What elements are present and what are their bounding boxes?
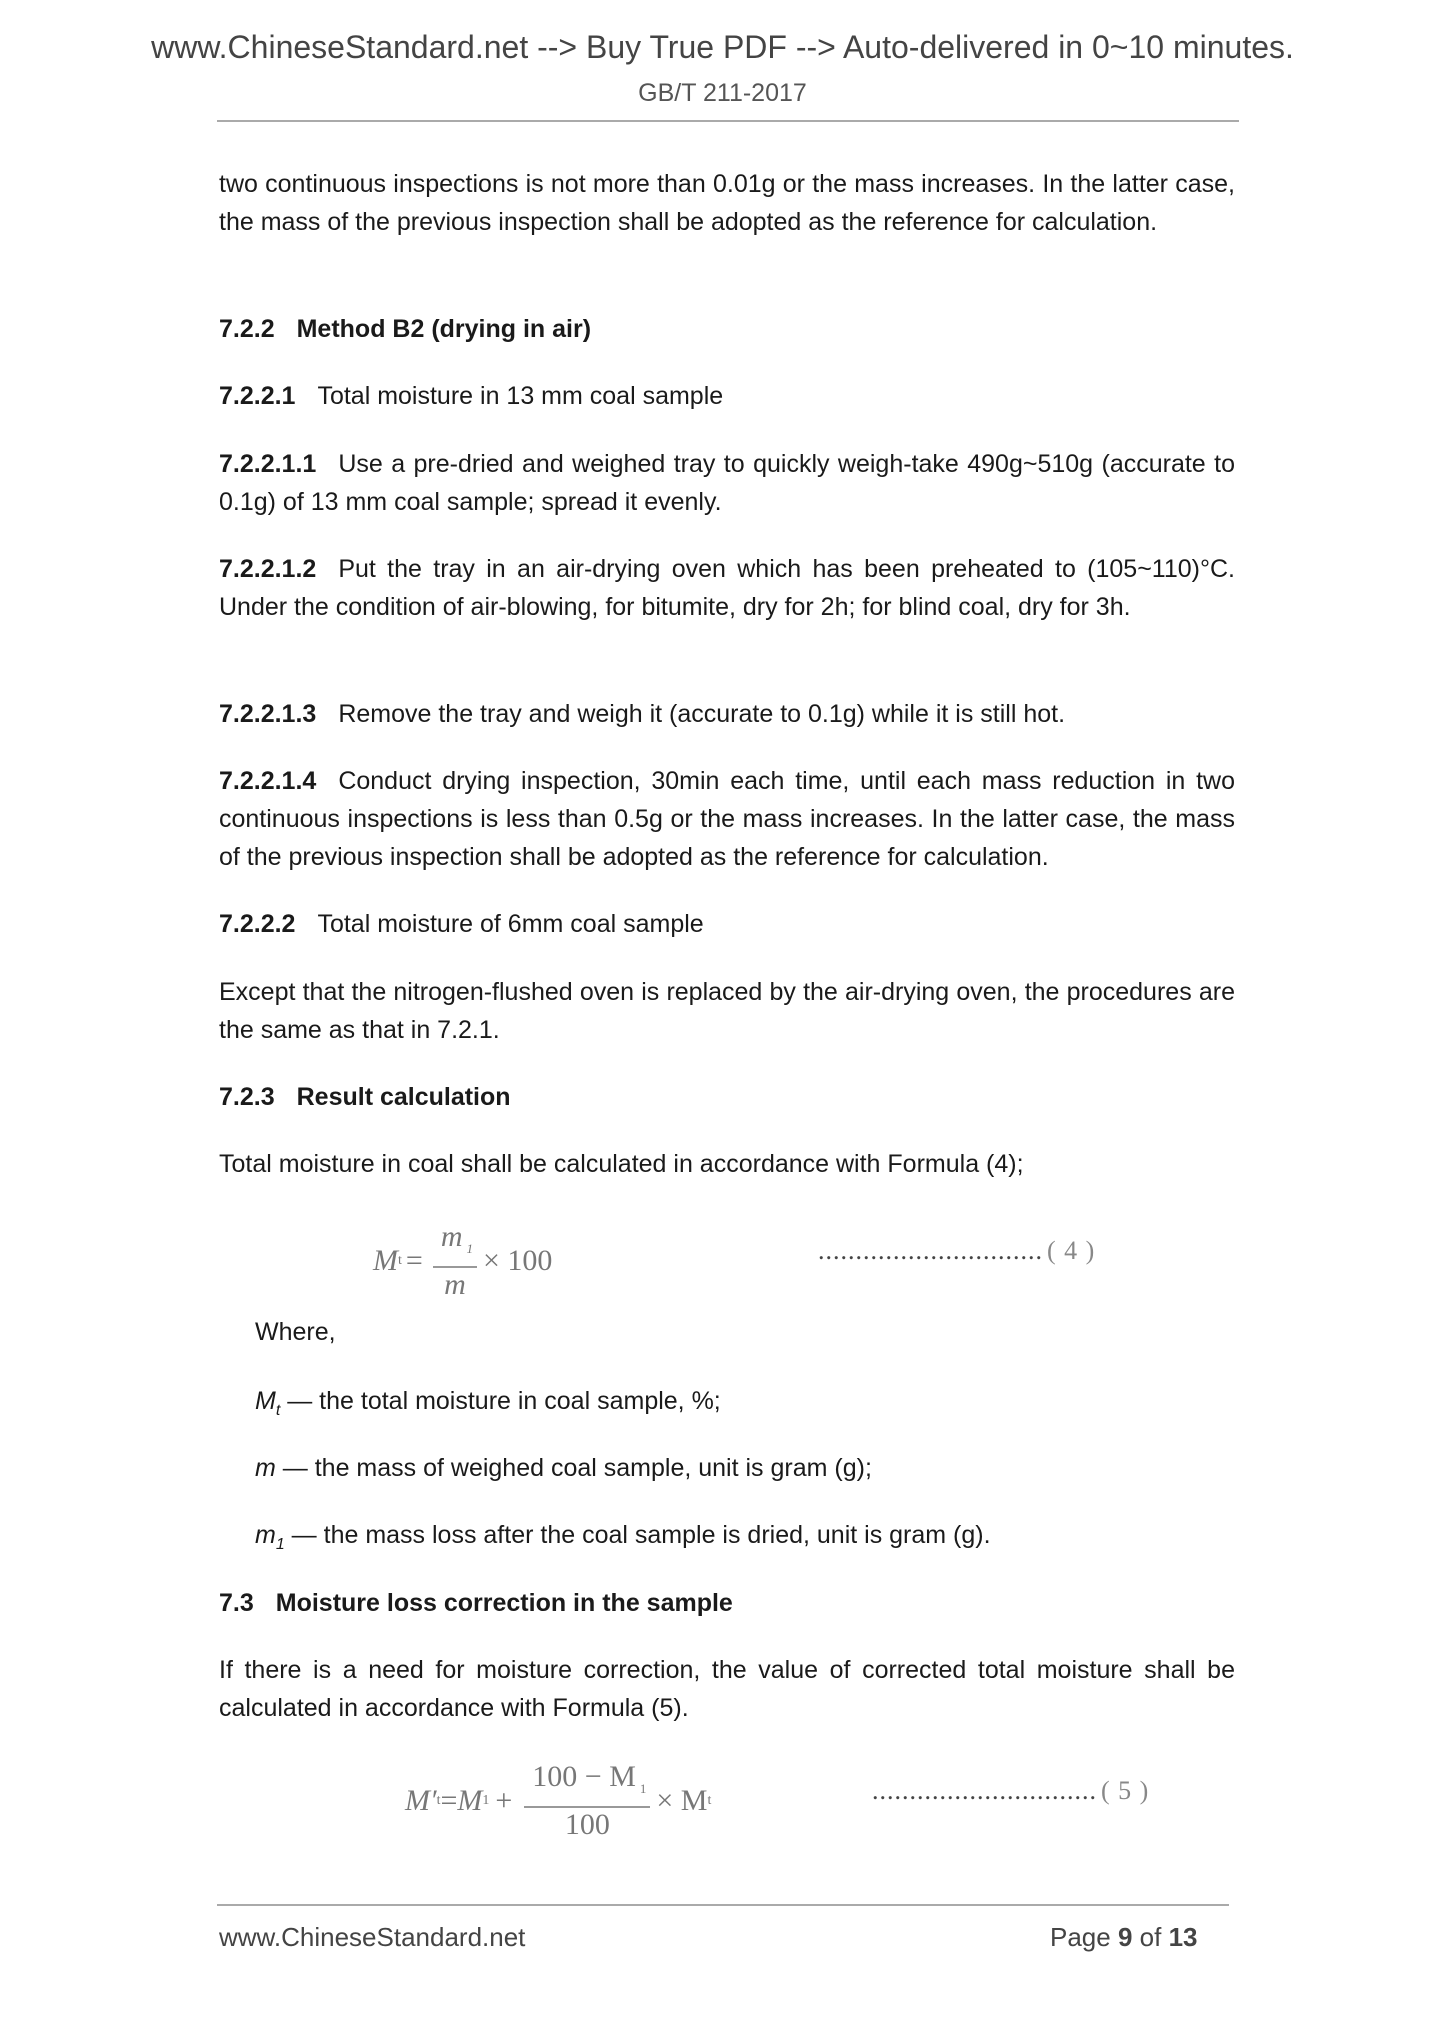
section-title: Total moisture of 6mm coal sample	[317, 910, 704, 938]
section-number: 7.2.2.1.1	[219, 450, 317, 478]
clause-text: Use a pre-dried and weighed tray to quickly weigh-take 490g~510g (accurate to 0.1g) of 13 mm coal sample; spread it evenly.	[219, 450, 1235, 516]
section-heading-7-2-2-1	[219, 377, 1235, 415]
formula-number: ( 4 )	[1047, 1236, 1096, 1265]
section-number: 7.2.2.1.4	[219, 767, 317, 795]
definition-m	[255, 1449, 1235, 1487]
formula-symbol: M	[457, 1784, 483, 1817]
header-banner: www.ChineseStandard.net --> Buy True PDF --> Auto-delivered in 0~10 minutes.	[151, 29, 1294, 65]
clause-7-2-2-1-4	[219, 762, 1235, 876]
paragraph: Total moisture in coal shall be calculated in accordance with Formula (4);	[219, 1150, 1024, 1178]
section-number: 7.2.3	[219, 1083, 275, 1111]
section-number: 7.2.2	[219, 315, 275, 343]
definition-m1	[255, 1516, 1235, 1564]
clause-7-2-2-1-1	[219, 445, 1235, 521]
section-title: Method B2 (drying in air)	[296, 315, 592, 343]
clause-7-2-2-1-2	[219, 550, 1235, 626]
where-label: Where,	[255, 1318, 336, 1346]
subscript: t	[275, 1402, 281, 1419]
definition-text: — the mass loss after the coal sample is dried, unit is gram (g).	[284, 1521, 991, 1549]
paragraph: two continuous inspections is not more than 0.01g or the mass increases. In the latter case, the mass of the previous inspection shall be adopted as the reference for calculation.	[219, 170, 1235, 236]
formula-operator: +	[495, 1784, 513, 1817]
section-number: 7.2.2.1.3	[219, 700, 317, 728]
subscript: 1	[275, 1536, 285, 1553]
definition-mt	[255, 1382, 1235, 1430]
formula-symbol: M	[373, 1244, 398, 1277]
clause-text: Put the tray in an air-drying oven which has been preheated to (105~110)°C. Under the condition of air-blowing, for bitumite, dry for 2h; for blind coal, dry for 3h.	[219, 555, 1235, 621]
formula-subscript: t	[707, 1793, 712, 1808]
current-page: 9	[1117, 1922, 1133, 1952]
footer-site-link[interactable]: www.ChineseStandard.net	[219, 1922, 526, 1952]
formula-subscript: t	[398, 1253, 402, 1268]
of-word: of	[1139, 1922, 1162, 1952]
page-indicator	[1050, 1922, 1198, 1953]
section-number: 7.3	[219, 1589, 254, 1617]
symbol: M	[255, 1387, 276, 1415]
section-title: Result calculation	[296, 1083, 511, 1111]
clause-7-2-2-1-3	[219, 695, 1235, 733]
formula-subscript: t	[436, 1793, 441, 1808]
symbol: m	[255, 1521, 276, 1549]
formula-4	[373, 1220, 552, 1302]
footer-divider	[217, 1904, 1229, 1906]
formula-operator: =	[440, 1784, 458, 1817]
paragraph: Except that the nitrogen-flushed oven is replaced by the air-drying oven, the procedures are the same as that in 7.2.1.	[219, 978, 1235, 1044]
section-title: Total moisture in 13 mm coal sample	[317, 382, 724, 410]
formula-symbol: M′	[405, 1784, 437, 1817]
section-heading-7-2-2	[219, 310, 1235, 348]
document-number: GB/T 211-2017	[638, 79, 807, 107]
formula-operator: × 100	[482, 1244, 553, 1277]
formula-subscript: 1	[482, 1793, 490, 1808]
header-divider	[217, 120, 1239, 122]
formula-subscript: 1	[466, 1241, 473, 1256]
leader-dots: ..............................	[872, 1776, 1097, 1805]
formula-fraction	[433, 1220, 477, 1302]
formula-number: ( 5 )	[1101, 1776, 1150, 1805]
section-title: Moisture loss correction in the sample	[275, 1589, 733, 1617]
formula-fraction	[524, 1760, 650, 1842]
formula-5	[405, 1760, 711, 1842]
formula-subscript: 1	[639, 1781, 647, 1796]
section-number: 7.2.2.1.2	[219, 555, 317, 583]
page-word: Page	[1050, 1922, 1111, 1952]
denominator: m	[444, 1268, 466, 1301]
formula-4-label	[818, 1236, 1095, 1266]
clause-text: Remove the tray and weigh it (accurate to 0.1g) while it is still hot.	[338, 700, 1066, 728]
section-heading-7-3	[219, 1584, 1235, 1622]
formula-5-label	[872, 1776, 1149, 1806]
numerator: m	[440, 1220, 463, 1253]
clause-text: Conduct drying inspection, 30min each time, until each mass reduction in two continuous inspections is less than 0.5g or the mass increases. In the latter case, the mass of the previous inspection shall be adopted as the reference for calculation.	[219, 767, 1235, 871]
section-heading-7-2-2-2	[219, 905, 1235, 943]
numerator: 100 − M	[532, 1760, 636, 1793]
definition-text: — the mass of weighed coal sample, unit is gram (g);	[275, 1454, 872, 1482]
formula-operator: =	[405, 1244, 423, 1277]
definition-text: — the total moisture in coal sample, %;	[280, 1387, 721, 1415]
denominator: 100	[564, 1808, 610, 1841]
section-number: 7.2.2.2	[219, 910, 296, 938]
paragraph: If there is a need for moisture correction, the value of corrected total moisture shall be calculated in accordance with Formula (5).	[219, 1656, 1235, 1722]
section-heading-7-2-3	[219, 1078, 1235, 1116]
total-pages: 13	[1168, 1922, 1198, 1952]
section-number: 7.2.2.1	[219, 382, 296, 410]
symbol: m	[255, 1454, 276, 1482]
leader-dots: ..............................	[818, 1236, 1043, 1265]
formula-operator: × M	[656, 1784, 708, 1817]
